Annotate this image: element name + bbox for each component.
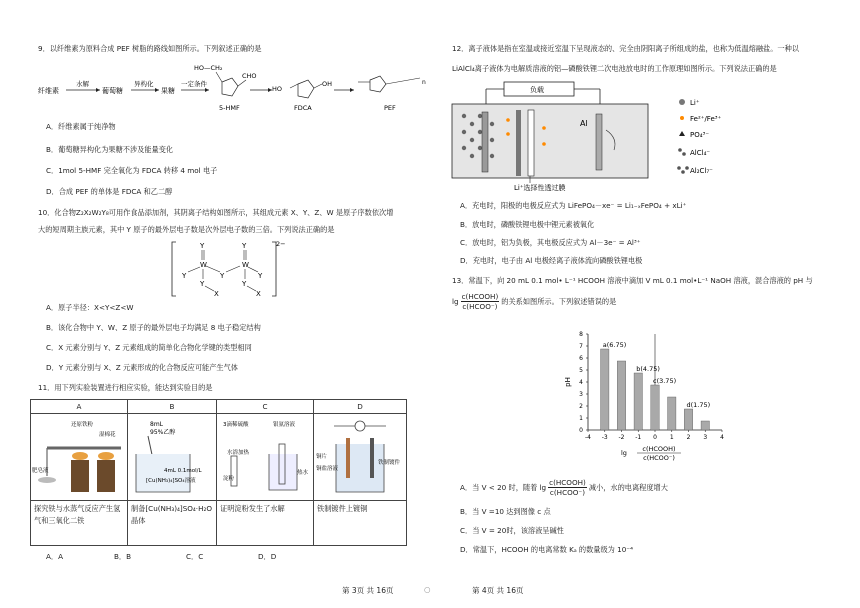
q9-option-b: B．葡萄糖异构化为果糖不涉及能量变化 bbox=[46, 145, 174, 154]
point-label: b(4.75) bbox=[636, 365, 660, 373]
q10-option-a: A．原子半径：X<Y<Z<W bbox=[46, 303, 134, 312]
atom-x: X bbox=[214, 290, 219, 298]
hmf-ch2oh: HO—CH₂ bbox=[194, 64, 223, 72]
svg-text:Y: Y bbox=[220, 272, 225, 280]
y-tick-label: 4 bbox=[579, 379, 583, 386]
scheme-cellulose: 纤维素 bbox=[38, 87, 59, 95]
q10-anion-structure bbox=[170, 238, 290, 300]
y-tick-label: 7 bbox=[579, 343, 583, 350]
svg-text:3滴稀硫酸: 3滴稀硫酸 bbox=[223, 422, 249, 428]
q13-option-b: B．当 V =10 达到图像 c 点 bbox=[460, 507, 551, 516]
q10-option-d: D．Y 元素分别与 X、Z 元素形成的化合物反应可能产生气体 bbox=[46, 363, 238, 372]
x-tick-label: 2 bbox=[686, 434, 691, 441]
svg-text:[Cu(NH₃)₄]SO₄溶液: [Cu(NH₃)₄]SO₄溶液 bbox=[146, 478, 196, 484]
q12-option-d: D．充电时，电子由 Al 电极经离子液体流向磷酸铁锂电极 bbox=[460, 256, 643, 265]
ph-bar bbox=[684, 409, 692, 430]
svg-text:Y: Y bbox=[182, 272, 187, 280]
page-footer-left: 第 3页 共 16页 bbox=[342, 586, 394, 595]
svg-text:Y: Y bbox=[200, 280, 205, 288]
q11-caption-b: 制备[Cu(NH₃)₄]SO₄·H₂O 晶体 bbox=[128, 501, 217, 546]
y-tick-label: 6 bbox=[579, 355, 583, 362]
ph-bar bbox=[651, 385, 659, 430]
fdca-oh: OH bbox=[322, 80, 333, 88]
q9-option-c: C．1mol 5-HMF 完全氧化为 FDCA 转移 4 mol 电子 bbox=[46, 166, 218, 175]
x-tick-label: 4 bbox=[720, 434, 724, 441]
x-axis-label-lg: lg bbox=[621, 449, 627, 457]
apparatus-b-figure bbox=[128, 414, 216, 498]
y-tick-label: 3 bbox=[579, 391, 583, 398]
x-tick-label: -3 bbox=[601, 434, 608, 441]
q11-answer-c: C．C bbox=[186, 552, 204, 561]
apparatus-a-figure bbox=[31, 414, 127, 498]
pef-ring bbox=[370, 76, 386, 92]
y-tick-label: 1 bbox=[579, 415, 583, 422]
battery-al-label: Al bbox=[580, 119, 588, 128]
q12-option-b: B．放电时，磷酸铁锂电极中锂元素被氧化 bbox=[460, 220, 595, 229]
atom-w1: W bbox=[200, 261, 207, 269]
q11-apparatus-a bbox=[31, 414, 128, 501]
q11-experiment-table bbox=[30, 399, 407, 546]
q12-option-c: C．放电时，铝为负极，其电极反应式为 Al－3e⁻ = Al³⁺ bbox=[460, 238, 641, 247]
x-tick-label: -2 bbox=[618, 434, 625, 441]
svg-text:肥皂液: 肥皂液 bbox=[32, 468, 49, 474]
q12-battery-figure bbox=[450, 80, 690, 196]
q11-header-a: A bbox=[31, 400, 128, 414]
q11-apparatus-b bbox=[128, 414, 217, 501]
fdca-ho: HO bbox=[272, 85, 283, 93]
svg-text:Y: Y bbox=[258, 272, 263, 280]
battery-load-label: 负载 bbox=[530, 86, 544, 94]
q10-stem-line2: 大的短周期主族元素，其中 Y 原子的最外层电子数是次外层电子数的三倍。下列说法正确的是 bbox=[38, 225, 335, 234]
q13-option-a: A．当 V < 20 时，随着 lg c(HCOOH) c(HCOO⁻) 减小，水的电离程度增大 bbox=[460, 478, 668, 497]
svg-text:Y: Y bbox=[200, 242, 205, 250]
svg-text:Al₂Cl₇⁻: Al₂Cl₇⁻ bbox=[690, 167, 713, 175]
y-axis-label: pH bbox=[564, 377, 572, 387]
center-mark: ○ bbox=[424, 585, 431, 594]
q11-caption-a: 探究铁与水蒸气反应产生氢气和三氧化二铁 bbox=[31, 501, 128, 546]
right-page bbox=[430, 0, 860, 608]
q11-answer-a: A．A bbox=[46, 552, 64, 561]
point-label: d(1.75) bbox=[686, 401, 711, 409]
scheme-arrow1-label: 水解 bbox=[76, 80, 89, 88]
ph-bar bbox=[617, 361, 625, 430]
x-axis-label-num: c(HCOOH) bbox=[642, 445, 676, 453]
hmf-label: 5-HMF bbox=[219, 104, 240, 112]
x-tick-label: 0 bbox=[653, 434, 657, 441]
q13-option-d: D．常温下，HCOOH 的电离常数 Kₐ 的数量级为 10⁻⁴ bbox=[460, 545, 633, 554]
point-label: a(6.75) bbox=[602, 341, 627, 349]
point-label: c(3.75) bbox=[653, 377, 677, 385]
svg-text:PO₄³⁻: PO₄³⁻ bbox=[690, 131, 710, 139]
q9-option-d: D．合成 PEF 的单体是 FDCA 和乙二醇 bbox=[46, 187, 173, 196]
svg-text:热水: 热水 bbox=[297, 470, 309, 476]
q11-header-b: B bbox=[128, 400, 217, 414]
q9-option-a: A．纤维素属于纯净物 bbox=[46, 122, 116, 131]
apparatus-c-figure bbox=[217, 414, 313, 498]
q11-caption-c: 证明淀粉发生了水解 bbox=[217, 501, 314, 546]
x-axis-label-den: c(HCOO⁻) bbox=[643, 454, 675, 462]
battery-membrane-label: Li⁺选择性透过膜 bbox=[514, 184, 566, 192]
svg-text:银氨溶液: 银氨溶液 bbox=[273, 422, 296, 428]
ph-bar bbox=[701, 421, 709, 430]
svg-text:淀粉: 淀粉 bbox=[223, 476, 235, 482]
scheme-arrow2-label: 异构化 bbox=[134, 80, 154, 88]
page-footer-right: 第 4页 共 16页 bbox=[472, 586, 524, 595]
hmf-ring bbox=[222, 78, 238, 96]
svg-text:Y: Y bbox=[242, 280, 247, 288]
q13-option-c: C．当 V = 20时，该溶液呈碱性 bbox=[460, 526, 564, 535]
svg-text:湿棉花: 湿棉花 bbox=[99, 432, 116, 438]
svg-text:8mL: 8mL bbox=[150, 421, 164, 428]
q12-stem-line1: 12．离子液体是指在室温或接近室温下呈现液态的、完全由阴阳离子所组成的盐，也称为低温熔融盐。一种以 bbox=[452, 44, 799, 53]
x-tick-label: 3 bbox=[703, 434, 708, 441]
q12-legend bbox=[674, 94, 744, 180]
q11-caption-d: 铁制镀件上镀铜 bbox=[314, 501, 407, 546]
q9-scheme bbox=[36, 58, 426, 114]
svg-text:95%乙醇: 95%乙醇 bbox=[150, 429, 176, 436]
anion-charge: 2− bbox=[276, 240, 286, 248]
svg-text:Li⁺: Li⁺ bbox=[690, 99, 700, 107]
q11-answer-b: B．B bbox=[114, 552, 132, 561]
q11-answer-d: D．D bbox=[258, 552, 277, 561]
q11-apparatus-d bbox=[314, 414, 407, 501]
svg-text:Y: Y bbox=[242, 242, 247, 250]
ph-bar bbox=[634, 373, 642, 430]
q11-header-d: D bbox=[314, 400, 407, 414]
q11-stem: 11．用下列实验装置进行相应实验，能达到实验目的是 bbox=[38, 383, 213, 392]
svg-text:AlCl₄⁻: AlCl₄⁻ bbox=[690, 149, 711, 157]
svg-text:X: X bbox=[256, 290, 261, 298]
x-tick-label: -1 bbox=[635, 434, 642, 441]
scheme-glucose: 葡萄糖 bbox=[102, 87, 123, 95]
q11-header-c: C bbox=[217, 400, 314, 414]
q10-stem-line1: 10．化合物Z₂X₂W₂Y₈可用作食品添加剂，其阴离子结构如图所示，其组成元素 X、Y、Z、W 是原子序数依次增 bbox=[38, 208, 394, 217]
y-tick-label: 5 bbox=[579, 367, 583, 374]
y-tick-label: 8 bbox=[579, 331, 583, 338]
scheme-arrow3-label: 一定条件 bbox=[181, 80, 207, 88]
svg-text:铁制镀件: 铁制镀件 bbox=[378, 460, 401, 466]
svg-text:铜片: 铜片 bbox=[316, 454, 328, 460]
pef-n: n bbox=[422, 79, 426, 86]
q13-stem-line1: 13．常温下，向 20 mL 0.1 mol• L⁻¹ HCOOH 溶液中滴加 V mL 0.1 mol•L⁻¹ NaOH 溶液，混合溶液的 pH 与 bbox=[452, 276, 813, 285]
fdca-ring bbox=[298, 80, 314, 98]
q10-option-b: B．该化合物中 Y、W、Z 原子的最外层电子均满足 8 电子稳定结构 bbox=[46, 323, 261, 332]
x-tick-label: 1 bbox=[669, 434, 674, 441]
svg-text:还原铁粉: 还原铁粉 bbox=[71, 422, 94, 428]
ph-bar bbox=[601, 349, 609, 430]
svg-text:Fe²⁺/Fe³⁺: Fe²⁺/Fe³⁺ bbox=[690, 115, 722, 123]
q9-stem: 9．以纤维素为原料合成 PEF 树脂的路线如图所示。下列叙述正确的是 bbox=[38, 44, 262, 53]
svg-text:4mL 0.1mol/L: 4mL 0.1mol/L bbox=[164, 468, 202, 474]
ph-bar bbox=[668, 397, 676, 430]
q12-option-a: A．充电时，阳极的电极反应式为 LiFePO₄－xe⁻ = Li₁₋ₓFePO₄ + xLi⁺ bbox=[460, 201, 687, 210]
q11-apparatus-c bbox=[217, 414, 314, 501]
q12-stem-line2: LiAlCl₄离子液体为电解质溶液的铝—磷酸铁锂二次电池放电时的工作原理如图所示。下列说法正确的是 bbox=[452, 64, 777, 73]
fdca-label: FDCA bbox=[294, 104, 312, 112]
q10-option-c: C．X 元素分别与 Y、Z 元素组成的简单化合物化学键的类型相同 bbox=[46, 343, 252, 352]
hmf-cho: CHO bbox=[242, 72, 257, 80]
svg-text:水浴加热: 水浴加热 bbox=[227, 450, 250, 456]
apparatus-d-figure bbox=[314, 414, 406, 498]
y-tick-label: 0 bbox=[579, 427, 583, 434]
scheme-fructose: 果糖 bbox=[161, 87, 175, 95]
q13-stem-line2: lg c(HCOOH) c(HCOO⁻) 的关系如图所示。下列叙述错误的是 bbox=[452, 292, 617, 311]
atom-w2: W bbox=[242, 261, 249, 269]
y-tick-label: 2 bbox=[579, 403, 583, 410]
q13-ph-chart bbox=[562, 326, 732, 466]
svg-text:铜盐溶液: 铜盐溶液 bbox=[316, 466, 339, 472]
pef-label: PEF bbox=[384, 104, 396, 112]
x-tick-label: -4 bbox=[585, 434, 591, 441]
